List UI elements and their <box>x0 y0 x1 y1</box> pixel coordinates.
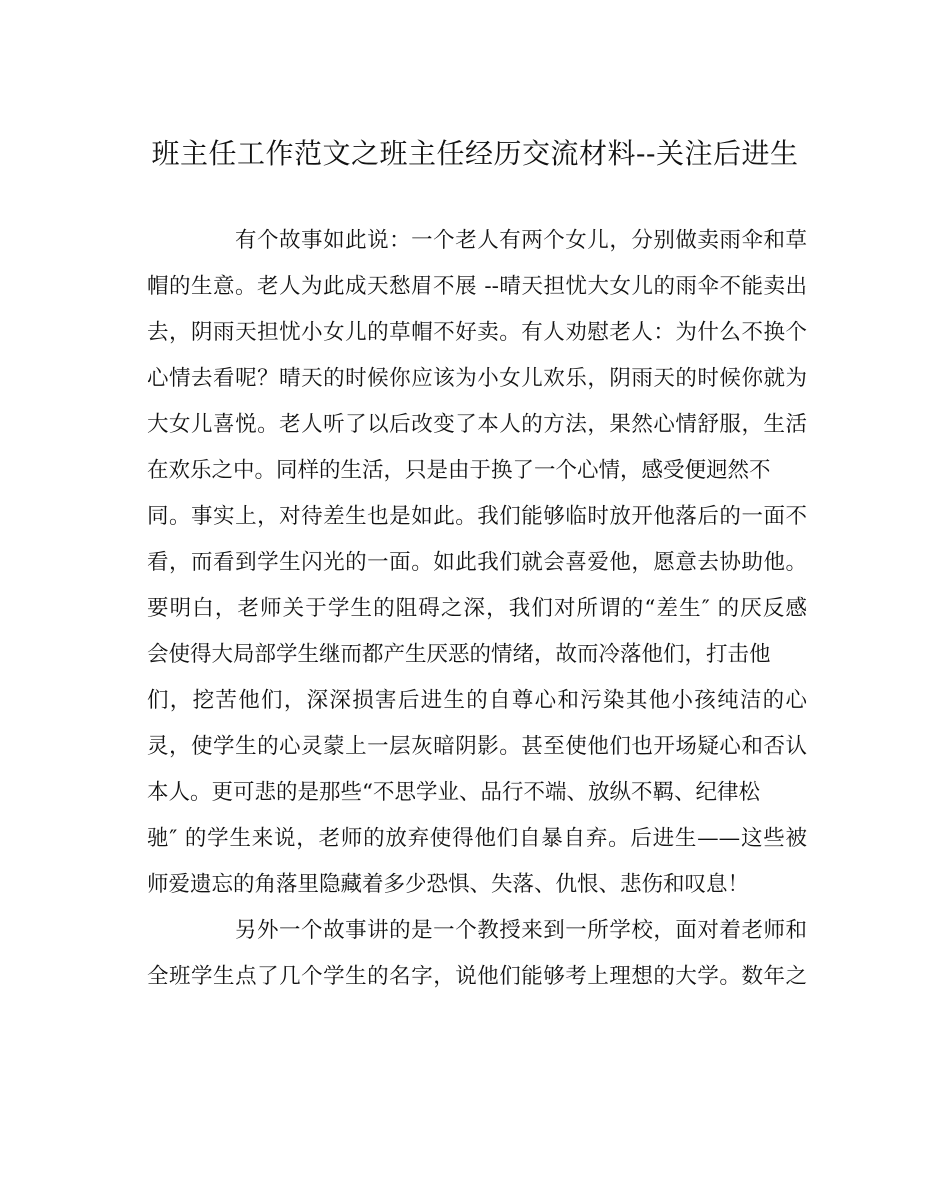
paragraph-1-line-6: 在欢乐之中。同样的生活，只是由于换了一个心情，感受便迥然不 <box>147 458 771 483</box>
paragraph-1-line-2: 帽的生意。老人为此成天愁眉不展 --晴天担忧大女儿的雨伞不能卖出 <box>147 274 807 299</box>
paragraph-1-line-10: 会使得大局部学生继而都产生厌恶的情绪，故而冷落他们，打击他 <box>147 642 771 667</box>
page-title: 班主任工作范文之班主任经历交流材料--关注后进生 <box>151 137 799 170</box>
paragraph-1-line-8: 看，而看到学生闪光的一面。如此我们就会喜爱他，愿意去协助他。 <box>147 550 807 575</box>
paragraph-1-line-5: 大女儿喜悦。老人听了以后改变了本人的方法，果然心情舒服，生活 <box>147 412 807 437</box>
paragraph-1-line-9: 要明白，老师关于学生的阻碍之深，我们对所谓的“差生″ 的厌反感 <box>147 596 807 621</box>
paragraph-1-line-1: 有个故事如此说：一个老人有两个女儿，分别做卖雨伞和草 <box>235 228 807 253</box>
paragraph-1-line-14: 驰″ 的学生来说，老师的放弃使得他们自暴自弃。后进生——这些被 <box>147 826 807 851</box>
paragraph-2-line-1: 另外一个故事讲的是一个教授来到一所学校，面对着老师和 <box>235 918 807 943</box>
paragraph-1-line-4: 心情去看呢？晴天的时候你应该为小女儿欢乐，阴雨天的时候你就为 <box>147 366 807 391</box>
paragraph-1-line-7: 同。事实上，对待差生也是如此。我们能够临时放开他落后的一面不 <box>147 504 807 529</box>
paragraph-1-line-11: 们，挖苦他们，深深损害后进生的自尊心和污染其他小孩纯洁的心 <box>147 688 807 713</box>
body-text <box>147 218 807 1000</box>
paragraph-2-line-2: 全班学生点了几个学生的名字，说他们能够考上理想的大学。数年之 <box>147 964 807 989</box>
paragraph-1-line-15: 师爱遗忘的角落里隐藏着多少恐惧、失落、仇恨、悲伤和叹息！ <box>147 872 750 897</box>
paragraph-1-line-3: 去，阴雨天担忧小女儿的草帽不好卖。有人劝慰老人：为什么不换个 <box>147 320 807 345</box>
paragraph-1-line-13: 本人。更可悲的是那些“不思学业、品行不端、放纵不羁、纪律松 <box>147 780 760 805</box>
paragraph-1-line-12: 灵，使学生的心灵蒙上一层灰暗阴影。甚至使他们也开场疑心和否认 <box>147 734 807 759</box>
